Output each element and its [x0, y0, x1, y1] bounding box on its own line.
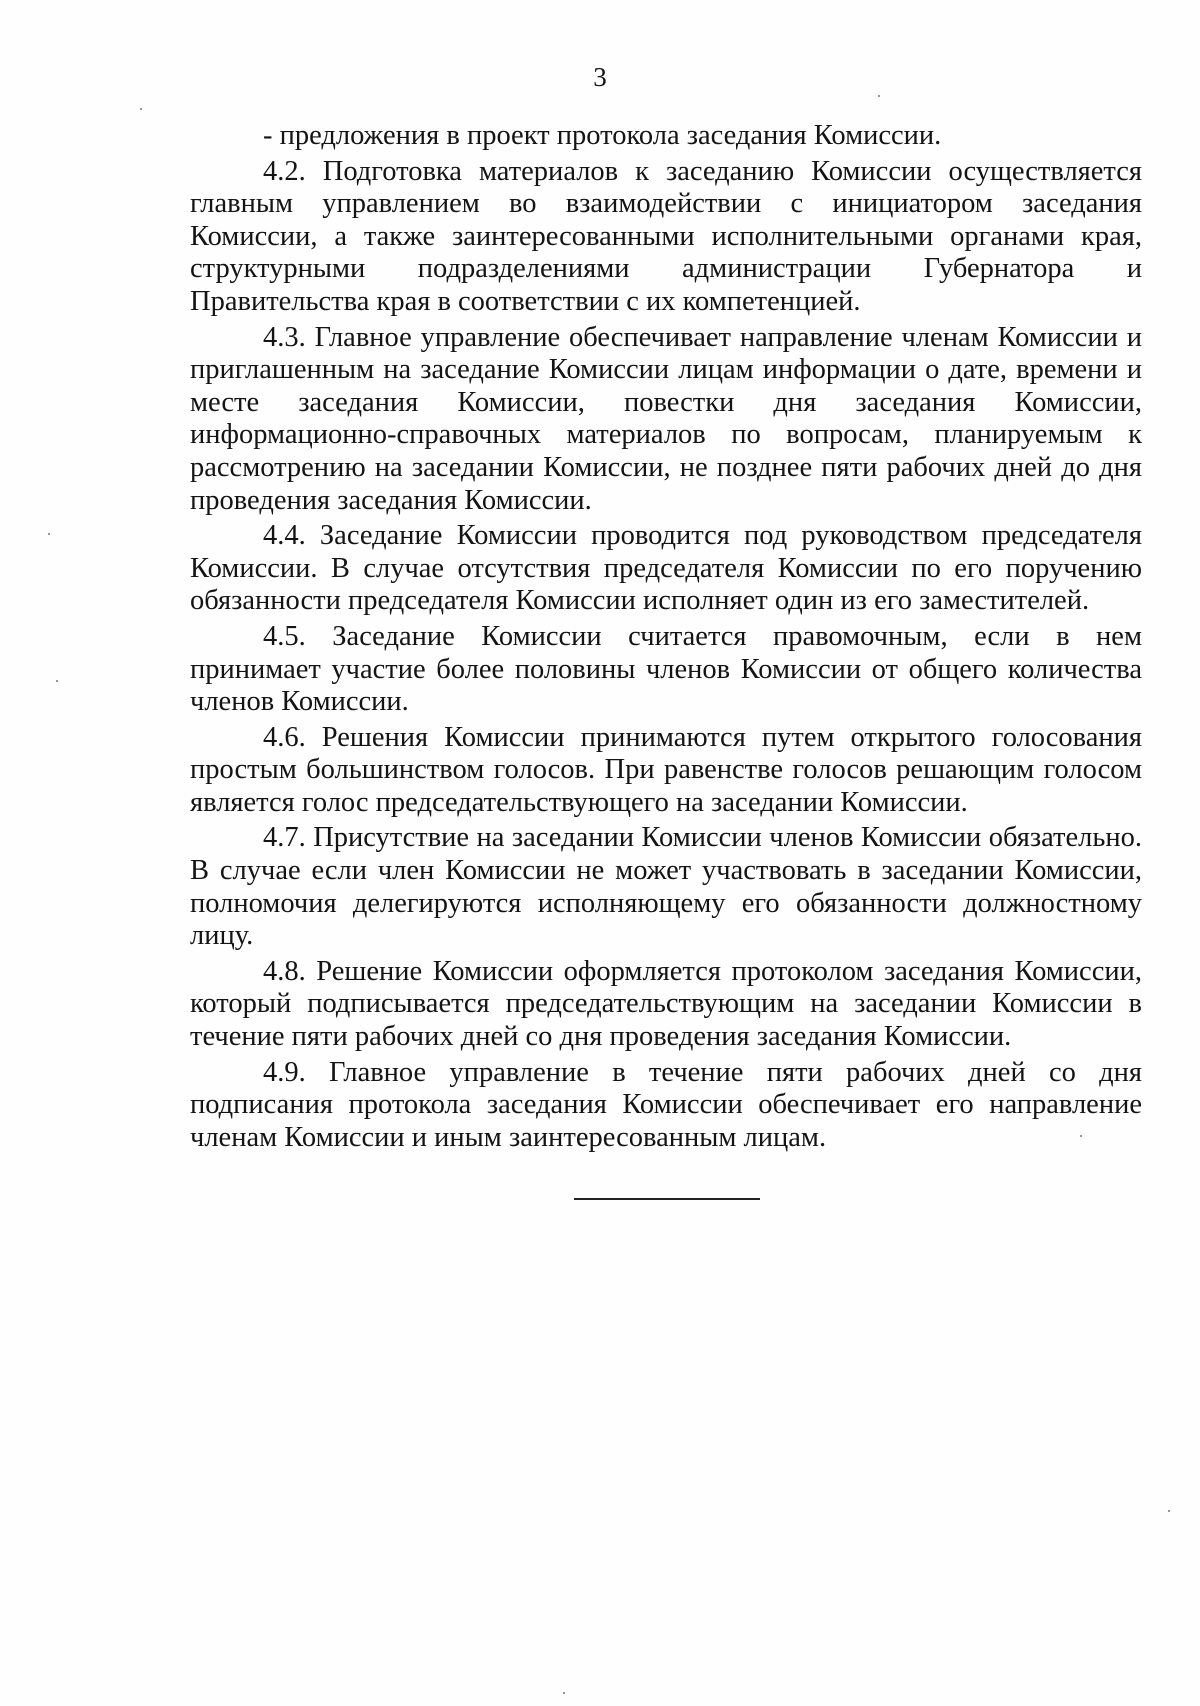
paragraph-4-6: 4.6. Решения Комиссии принимаются путем открытого голосования простым большинством голосов. При равенстве голосов решающим голосом является голос председательствующего на заседании Комиссии. — [190, 721, 1142, 818]
scan-speck — [1080, 1135, 1082, 1137]
paragraph-4-4: 4.4. Заседание Комиссии проводится под руководством председателя Комиссии. В случае отсутствия председателя Комиссии по его поручению обязанности председателя Комиссии исполняет один из его заместителей. — [190, 520, 1142, 617]
scan-speck — [878, 95, 880, 97]
page-number: 3 — [593, 62, 607, 92]
paragraph-4-2: 4.2. Подготовка материалов к заседанию Комиссии осуществляется главным управлением во взаимодействии с инициатором заседания Комиссии, а также заинтересованными исполнительными органами края, структурными подразделениями администрации Губернатора и Правительства края в соответствии с их компетенцией. — [190, 155, 1142, 317]
paragraph-4-9: 4.9. Главное управление в течение пяти рабочих дней со дня подписания протокола заседания Комиссии обеспечивает его направление членам Комиссии и иным заинтересованным лицам. — [190, 1056, 1142, 1153]
scan-speck — [140, 108, 142, 110]
paragraph-4-3: 4.3. Главное управление обеспечивает направление членам Комиссии и приглашенным на заседание Комиссии лицам информации о дате, времени и месте заседания Комиссии, повестки дня заседания Комиссии, информационно-справочных материалов по вопросам, планируемым к рассмотрению на заседании Комиссии, не позднее пяти рабочих дней до дня проведения заседания Комиссии. — [190, 321, 1142, 516]
end-separator-line — [574, 1198, 760, 1200]
scan-speck — [56, 680, 58, 682]
scan-speck — [48, 533, 50, 535]
paragraph-4-8: 4.8. Решение Комиссии оформляется протоколом заседания Комиссии, который подписывается председательствующим на заседании Комиссии в течение пяти рабочих дней со дня проведения заседания Комиссии. — [190, 955, 1142, 1053]
scan-speck — [1168, 1510, 1170, 1512]
paragraph-intro-item: - предложения в проект протокола заседания Комиссии. — [263, 120, 942, 151]
paragraph-4-5: 4.5. Заседание Комиссии считается правомочным, если в нем принимает участие более половины членов Комиссии от общего количества членов Комиссии. — [190, 620, 1142, 718]
paragraph-4-7: 4.7. Присутствие на заседании Комиссии членов Комиссии обязательно. В случае если член Комиссии не может участвовать в заседании Комиссии, полномочия делегируются исполняющему его обязанности должностному лицу. — [190, 822, 1142, 952]
scan-speck — [563, 1692, 565, 1694]
document-body — [190, 120, 1142, 1154]
